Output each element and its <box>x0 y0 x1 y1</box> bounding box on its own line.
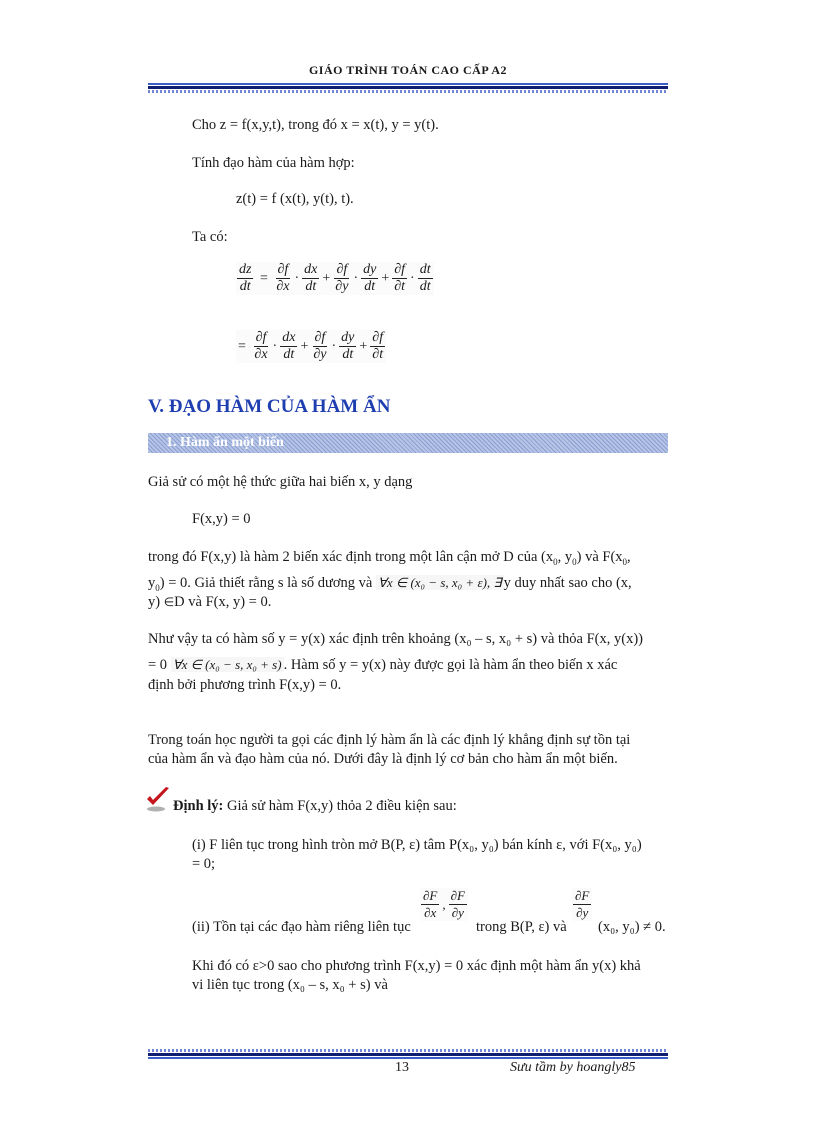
equation-chain-rule-full: $\frac{dz}{dt}$ = $\frac{\partial f}{\partial x}$ · $\frac{dx}{dt}$ + $\frac{\partial f}{\partial y}$ · $\frac{dy}{dt}$ + $\frac{\partial f}{\partial t}$ · $\frac{dt}{dt}$ <box>236 262 434 295</box>
theorem-condition-1b: = 0; <box>192 856 216 872</box>
theorem-statement: Định lý: Giả sử hàm F(x,y) thỏa 2 điều kiện sau: <box>173 798 457 814</box>
forall-interval-math: ∀x ∈ (x₀ − s, x₀ + ε), ∃ <box>377 575 502 590</box>
intro-line-1: Cho z = f(x,y,t), trong đó x = x(t), y = y(t). <box>192 117 439 133</box>
intro-line-4: Ta có: <box>192 229 228 245</box>
forall-interval-math-2: ∀x ∈ (x₀ − s, x₀ + s) <box>172 657 282 672</box>
theorem-condition-2-end: (x₀, y₀) ≠ 0. <box>598 919 666 935</box>
body-p5: y) ∈D và F(x, y) = 0. <box>148 594 272 610</box>
body-formula: F(x,y) = 0 <box>192 511 251 527</box>
section-heading: V. ĐẠO HÀM CỦA HÀM ẨN <box>148 396 391 417</box>
partial-f-y-math: $\frac{\partial F}{\partial y}$ <box>572 888 592 921</box>
theorem-condition-2-text: (ii) Tồn tại các đạo hàm riêng liên tục <box>192 919 411 935</box>
equation-chain-rule-simplified: = $\frac{\partial f}{\partial x}$ · $\frac{dx}{dt}$ + $\frac{\partial f}{\partial y}$ · $\frac{dy}{dt}$ + $\frac{\partial f}{\partial t}$ <box>236 330 386 363</box>
page-header-title: GIÁO TRÌNH TOÁN CAO CẤP A2 <box>308 63 508 77</box>
footer-rule-dark <box>148 1053 668 1056</box>
subsection-title: 1. Hàm ẩn một biến <box>166 435 284 450</box>
header-rule-top <box>148 83 668 85</box>
body-p7: = 0 ∀x ∈ (x₀ − s, x₀ + s) . Hàm số y = y(x) này được gọi là hàm ẩn theo biến x xác <box>148 657 618 673</box>
body-p3: trong đó F(x,y) là hàm 2 biến xác định trong một lân cận mở D của ($x_0$, $y_0$) và $F(x_0$, <box>148 549 631 567</box>
subsection-bar <box>148 433 668 453</box>
header-rule-hatch <box>148 90 668 93</box>
body-p4: $y_0) = 0$. Giả thiết rằng s là số dương và ∀x ∈ (x₀ − s, x₀ + ε), ∃ y duy nhất sao cho (x, <box>148 575 632 593</box>
intro-line-2: Tính đạo hàm của hàm hợp: <box>192 155 355 171</box>
theorem-condition-1a: (i) F liên tục trong hình tròn mở B(P, ε) tâm P(x₀, y₀) bán kính ε, với F(x₀, y₀) <box>192 837 642 853</box>
body-p1: Giả sử có một hệ thức giữa hai biến x, y dạng <box>148 474 413 490</box>
body-p8: định bởi phương trình F(x,y) = 0. <box>148 677 342 693</box>
partial-derivatives-math: $\frac{\partial F}{\partial x}$ , $\frac{\partial F}{\partial y}$ <box>420 888 468 921</box>
checkmark-icon <box>144 785 172 813</box>
body-p6: Như vậy ta có hàm số y = y(x) xác định trên khoảng (x₀ – s, x₀ + s) và thỏa F(x, y(x)) <box>148 631 643 647</box>
theorem-label: Định lý: <box>173 798 224 814</box>
footer-rule-hatch <box>148 1049 668 1052</box>
theorem-conclusion-1: Khi đó có ε>0 sao cho phương trình F(x,y) = 0 xác định một hàm ẩn y(x) khả <box>192 958 641 974</box>
header-rule-dark <box>148 86 668 89</box>
body-p9: Trong toán học người ta gọi các định lý hàm ẩn là các định lý khẳng định sự tồn tại <box>148 732 631 748</box>
page-number: 13 <box>395 1060 409 1075</box>
theorem-conclusion-2: vi liên tục trong (x₀ – s, x₀ + s) và <box>192 977 388 993</box>
footer-rule-blue <box>148 1057 668 1059</box>
body-p10: của hàm ẩn và đạo hàm của nó. Dưới đây là định lý cơ bản cho hàm ẩn một biến. <box>148 751 618 767</box>
footer-credit: Sưu tầm by hoangly85 <box>510 1060 636 1075</box>
fraction: $\frac{dz}{dt}$ <box>239 262 252 294</box>
intro-line-3: z(t) = f (x(t), y(t), t). <box>236 191 354 207</box>
theorem-condition-2-mid: trong B(P, ε) và <box>476 919 567 935</box>
